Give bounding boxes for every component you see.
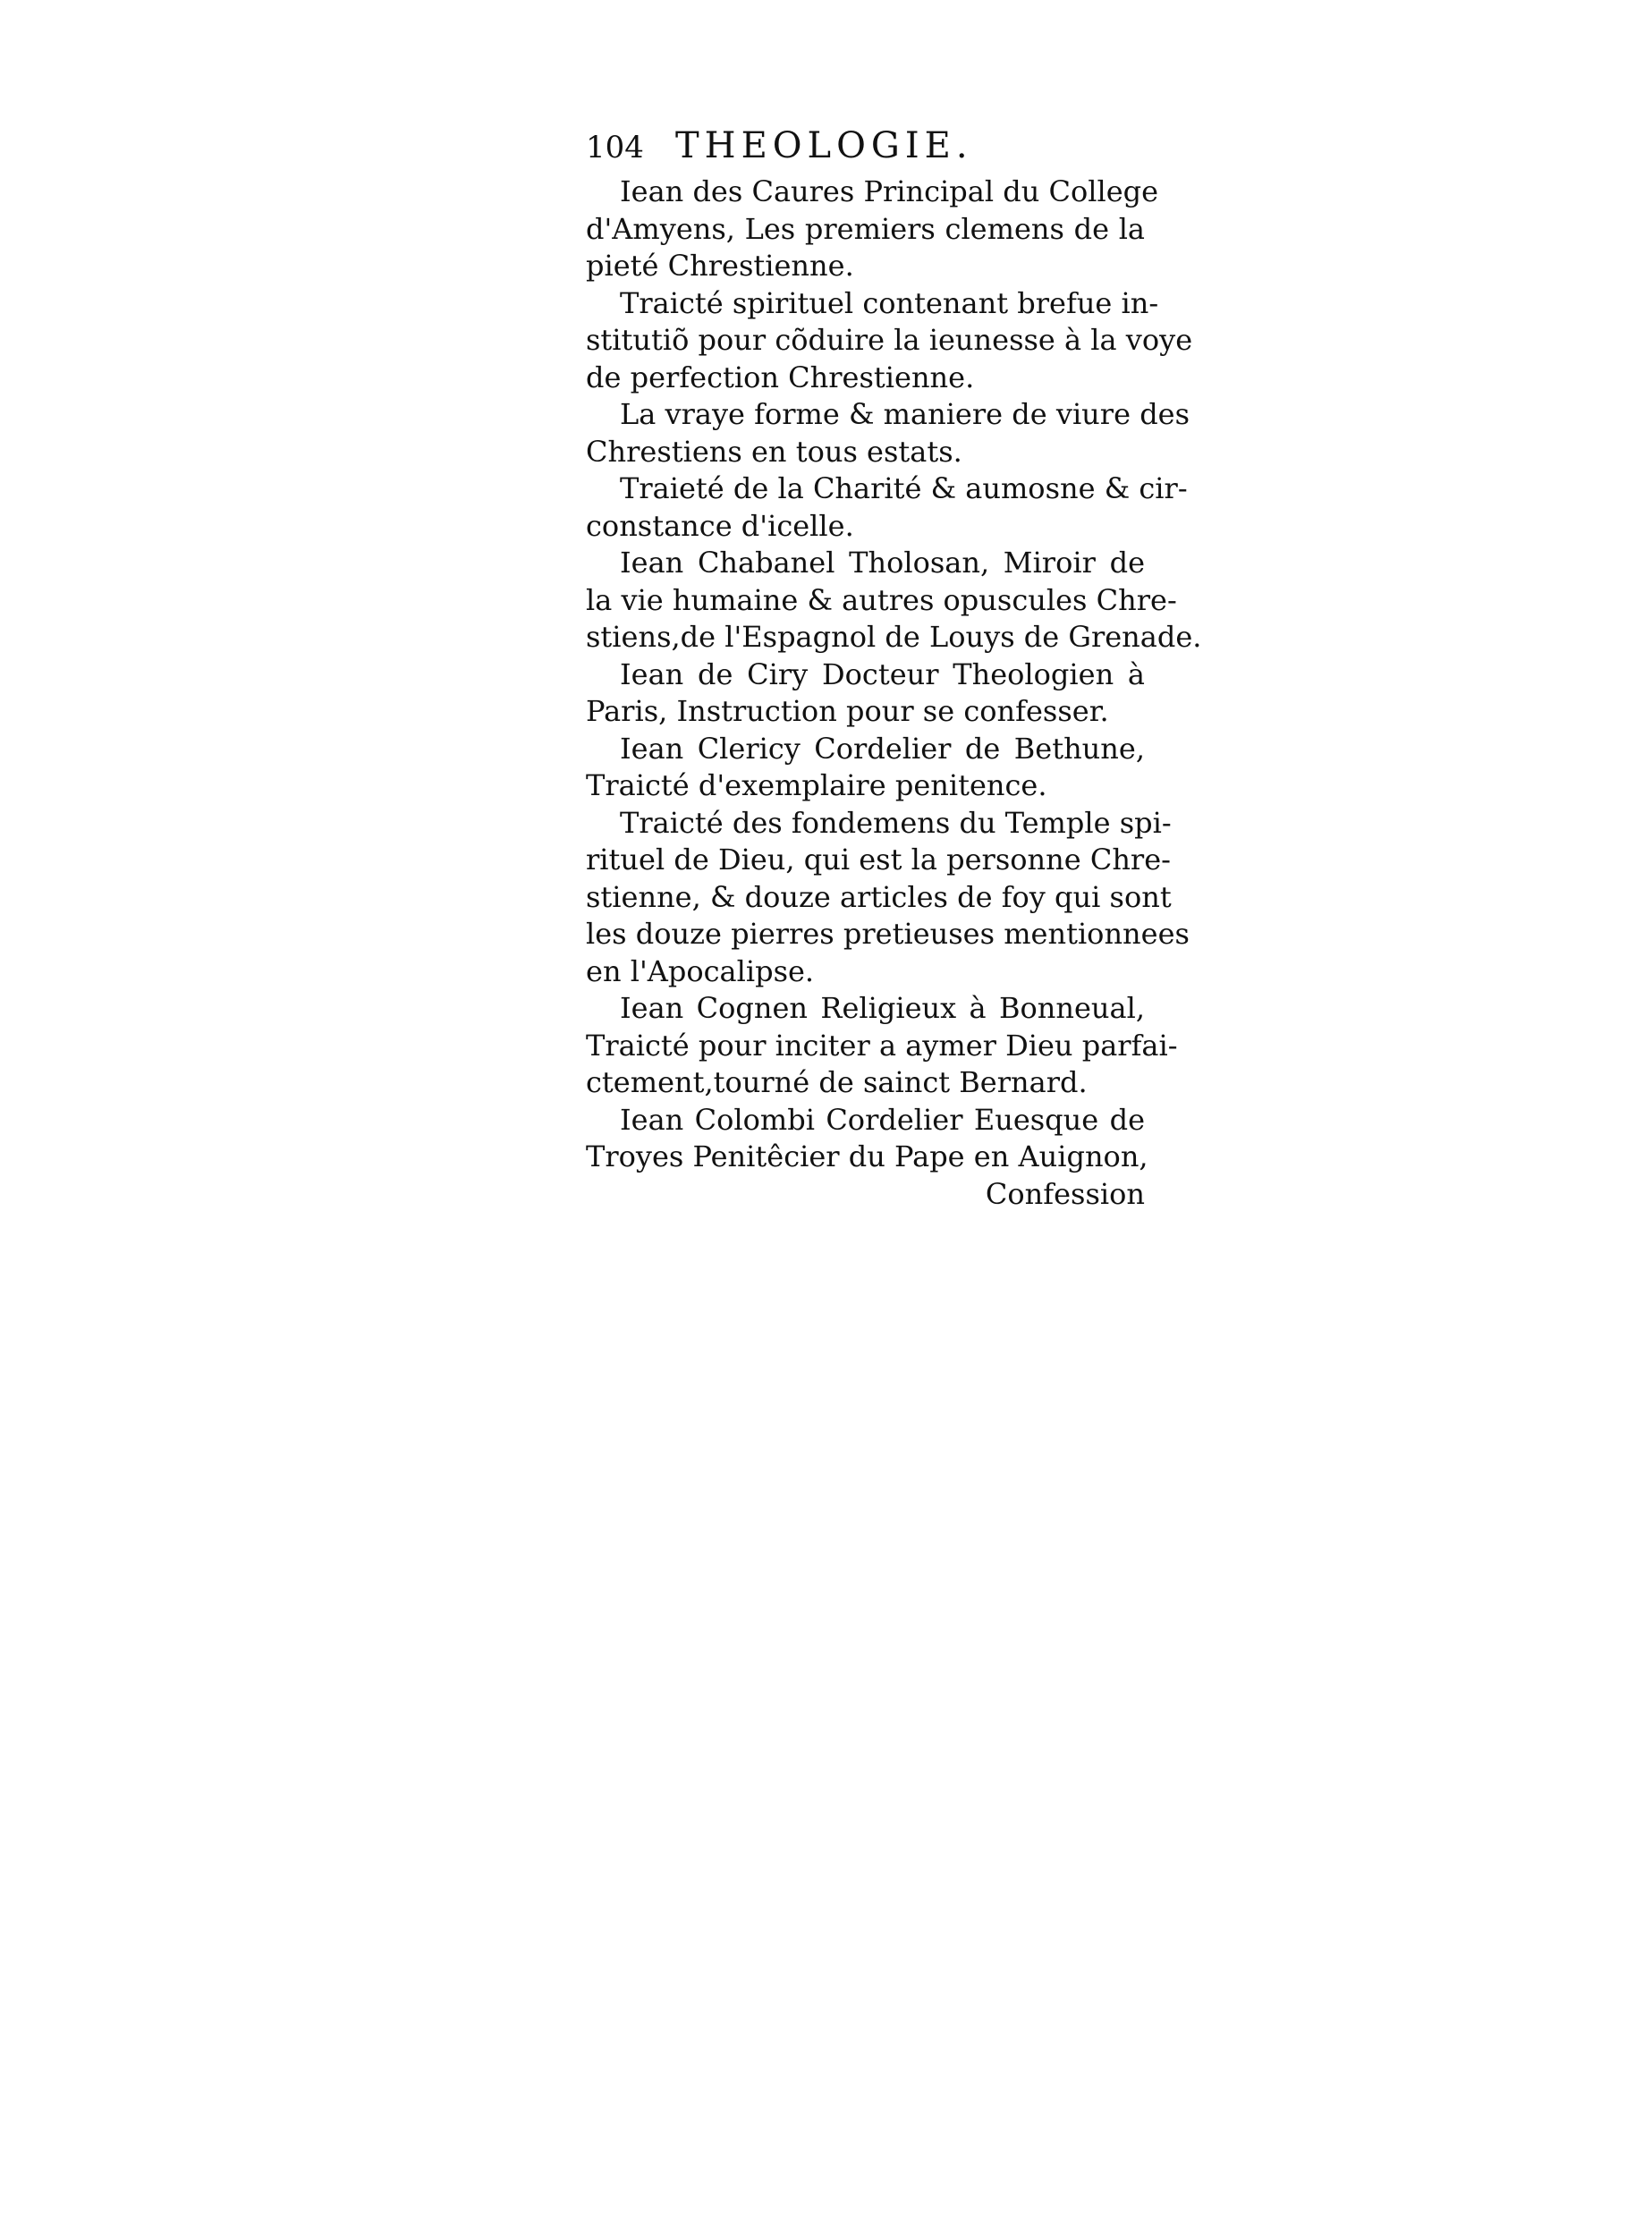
text-line: Iean Cognen Religieux à Bonneual, [620,991,1145,1025]
text-line: les douze pierres pretieuses mentionnees [586,917,1190,951]
text-line: Traicté spirituel contenant brefue in- [620,285,1159,320]
text-line: Traicté d'exemplaire penitence. [586,768,1047,802]
entry-10 [586,1102,1148,1176]
page-text-block [586,125,1202,1213]
text-line: Iean Colombi Cordelier Euesque de [620,1102,1145,1137]
running-head: THEOLOGIE. [675,125,973,166]
text-line: stiens,de l'Espagnol de Louys de Grenade. [586,620,1202,654]
entry-4 [586,470,1188,545]
text-line: ctement,tourné de sainct Bernard. [586,1065,1088,1099]
text-line: Traicté des fondemens du Temple spi- [620,805,1172,840]
text-line: pieté Chrestienne. [586,249,854,283]
text-line: Paris, Instruction pour se confesser. [586,694,1109,728]
entry-5 [586,545,1202,656]
page-number: 104 [586,130,644,165]
text-line: Traicté pour inciter a aymer Dieu parfai- [586,1028,1178,1063]
text-line: stitutiõ pour cõduire la ieunesse à la voye [586,323,1193,357]
text-line: Chrestiens en tous estats. [586,434,962,469]
text-line: la vie humaine & autres opuscules Chre- [586,582,1177,617]
entry-2 [586,285,1193,397]
text-line: en l'Apocalipse. [586,953,815,988]
entry-8 [586,805,1190,991]
entry-9 [586,990,1178,1102]
text-line: Iean des Caures Principal du College [620,174,1159,208]
entry-3 [586,396,1190,470]
text-line: constance d'icelle. [586,508,854,543]
text-line: Iean Clericy Cordelier de Bethune, [620,731,1145,766]
text-line: Troyes Penitêcier du Pape en Auignon, [586,1139,1148,1173]
entry-1 [586,174,1159,285]
page-header [586,125,1145,174]
catchword: Confession [985,1176,1145,1211]
text-line: Traieté de la Charité & aumosne & cir- [620,471,1188,505]
text-line: rituel de Dieu, qui est la personne Chre- [586,843,1171,877]
text-line: d'Amyens, Les premiers clemens de la [586,211,1145,246]
text-line: Iean de Ciry Docteur Theologien à [620,656,1145,691]
entry-6 [586,656,1145,731]
text-line: de perfection Chrestienne. [586,360,975,394]
text-line: Iean Chabanel Tholosan, Miroir de [620,546,1145,580]
text-line: La vraye forme & maniere de viure des [620,397,1190,431]
text-line: stienne, & douze articles de foy qui sont [586,879,1172,914]
entry-7 [586,731,1145,805]
